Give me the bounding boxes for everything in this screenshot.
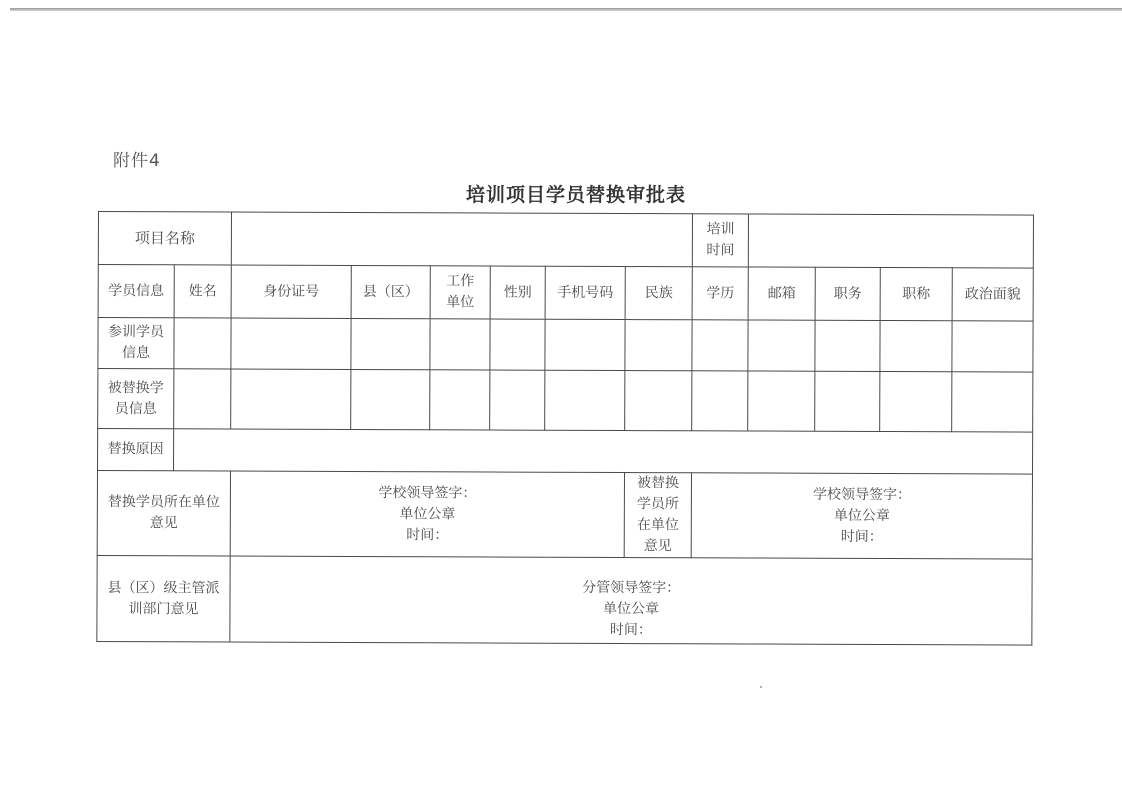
replaced-cell[interactable] — [231, 369, 351, 429]
replaced-cell[interactable] — [625, 371, 692, 431]
unit-seal-label: 单位公章 — [399, 505, 456, 522]
participant-cell[interactable] — [174, 318, 231, 369]
participant-cell[interactable] — [748, 320, 815, 371]
project-name-label: 项目名称 — [98, 212, 231, 266]
participant-cell[interactable] — [231, 318, 351, 369]
school-leader-sign-label: 学校领导签字： — [812, 486, 911, 503]
reason-row — [98, 429, 1033, 475]
header-phone: 手机号码 — [545, 266, 625, 319]
replaced-cell[interactable] — [952, 372, 1033, 432]
date-label: 时间： — [406, 526, 449, 543]
unit-opinion-sign-area[interactable] — [230, 471, 624, 558]
replaced-row — [98, 369, 1033, 433]
reason-field[interactable] — [174, 429, 1033, 474]
header-ethnicity: 民族 — [625, 267, 692, 320]
header-email: 邮箱 — [748, 267, 815, 320]
header-county: 县（区） — [351, 265, 430, 318]
header-education: 学历 — [692, 267, 748, 320]
training-time-field[interactable] — [748, 214, 1033, 268]
participant-cell[interactable] — [692, 320, 748, 371]
header-row — [98, 265, 1033, 322]
participant-cell[interactable] — [952, 321, 1033, 372]
replaced-cell[interactable] — [815, 371, 880, 431]
replaced-unit-opinion-label: 被替换 学员所 在单位 意见 — [624, 473, 691, 558]
replaced-cell[interactable] — [174, 369, 231, 429]
replaced-cell[interactable] — [490, 370, 545, 430]
approval-form-table — [96, 211, 1034, 646]
participant-cell[interactable] — [545, 319, 625, 370]
header-work-unit: 工作 单位 — [430, 266, 490, 319]
form-title: 培训项目学员替换审批表 — [465, 184, 686, 206]
replaced-unit-sign-area[interactable] — [691, 473, 1032, 559]
county-opinion-label: 县（区）级主管派 训部门意见 — [97, 555, 230, 642]
date-label: 时间： — [840, 528, 883, 545]
replaced-cell[interactable] — [880, 372, 952, 432]
participant-row — [98, 318, 1033, 373]
scan-speck — [760, 686, 762, 688]
replaced-cell[interactable] — [748, 371, 815, 431]
replaced-cell[interactable] — [430, 370, 490, 430]
participant-cell[interactable] — [815, 320, 880, 371]
participant-cell[interactable] — [625, 320, 692, 371]
school-leader-sign-label: 学校领导签字： — [378, 484, 477, 501]
header-title: 职称 — [880, 268, 952, 321]
header-political-status: 政治面貌 — [952, 268, 1033, 321]
header-gender: 性别 — [490, 266, 545, 319]
participant-label: 参训学员 信息 — [98, 318, 174, 369]
header-student-info: 学员信息 — [98, 265, 174, 318]
header-position: 职务 — [815, 267, 880, 320]
replaced-label: 被替换学 员信息 — [98, 369, 174, 429]
replaced-cell[interactable] — [351, 369, 430, 429]
unit-opinion-label: 替换学员所在单位 意见 — [97, 471, 230, 557]
project-name-field[interactable] — [231, 212, 692, 267]
unit-seal-label: 单位公章 — [602, 600, 660, 618]
participant-cell[interactable] — [430, 319, 490, 370]
reason-label: 替换原因 — [98, 429, 174, 471]
training-time-label: 培训 时间 — [692, 214, 748, 267]
participant-cell[interactable] — [351, 318, 430, 369]
project-row — [98, 212, 1033, 269]
header-id-number: 身份证号 — [231, 265, 351, 318]
unit-seal-label: 单位公章 — [833, 507, 890, 524]
scan-top-edge — [10, 8, 1122, 11]
replaced-cell[interactable] — [545, 370, 625, 430]
county-opinion-row — [97, 555, 1032, 645]
participant-cell[interactable] — [490, 319, 545, 370]
header-name: 姓名 — [174, 265, 231, 318]
attachment-label: 附件4 — [113, 151, 161, 171]
participant-cell[interactable] — [880, 321, 952, 372]
unit-opinion-row — [97, 471, 1032, 560]
county-sign-area[interactable] — [230, 556, 1032, 645]
date-label: 时间： — [609, 621, 652, 639]
replaced-cell[interactable] — [692, 371, 748, 431]
leader-sign-label: 分管领导签字： — [582, 579, 681, 597]
